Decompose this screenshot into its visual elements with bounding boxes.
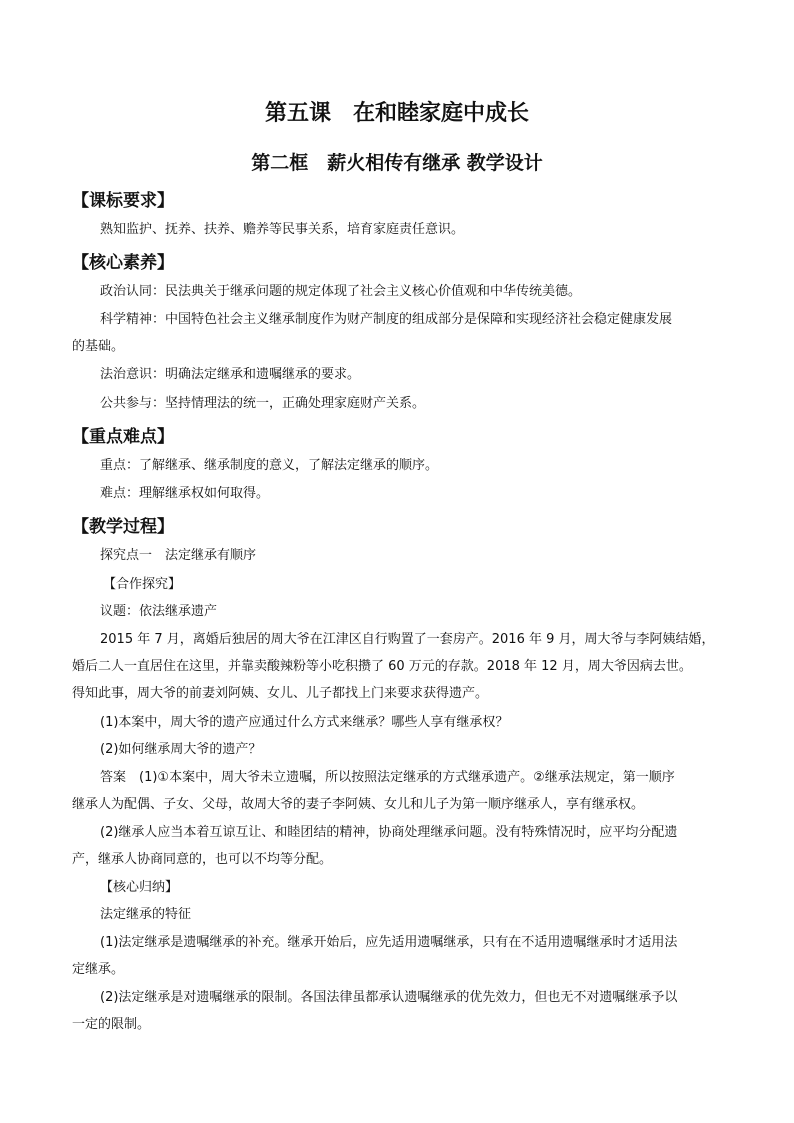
keypoints-line: 重点：了解继承、继承制度的意义，了解法定继承的顺序。	[100, 458, 439, 473]
process-line: (1)本案中，周大爷的遗产应通过什么方式来继承？哪些人享有继承权？	[100, 715, 509, 730]
process-line: 得知此事，周大爷的前妻刘阿姨、女儿、儿子都找上门来要求获得遗产。	[72, 686, 489, 701]
process-line: 议题：依法继承遗产	[100, 604, 218, 619]
process-line: (1)法定继承是遗嘱继承的补充。继承开始后，应先适用遗嘱继承，只有在不适用遗嘱继承时才适用法	[100, 935, 678, 950]
process-line: 一定的限制。	[72, 1017, 151, 1032]
literacy-line: 法治意识：明确法定继承和遗嘱继承的要求。	[100, 367, 361, 382]
lesson-title: 第五课 在和睦家庭中成长	[264, 101, 529, 126]
literacy-line: 的基础。	[72, 339, 125, 354]
process-line: 【核心归纳】	[100, 880, 179, 895]
process-line: 法定继承的特征	[100, 907, 192, 922]
literacy-line: 政治认同：民法典关于继承问题的规定体现了社会主义核心价值观和中华传统美德。	[100, 284, 582, 299]
process-line: 2015 年 7 月，离婚后独居的周大爷在江津区自行购置了一套房产。2016 年 9 月，周大爷与李阿姨结婚，	[100, 632, 715, 647]
literacy-line: 科学精神：中国特色社会主义继承制度作为财产制度的组成部分是保障和实现经济社会稳定健康发展	[100, 312, 673, 327]
process-line: 答案 (1)①本案中，周大爷未立遗嘱，所以按照法定继承的方式继承遗产。②继承法规定，第一顺序	[100, 770, 675, 785]
process-line: 婚后二人一直居住在这里，并靠卖酸辣粉等小吃积攒了 60 万元的存款。2018 年 12 月，周大爷因病去世。	[72, 659, 692, 674]
section-heading-keypoints: 【重点难点】	[72, 427, 174, 447]
process-line: 探究点一 法定继承有顺序	[100, 548, 257, 563]
process-line: (2)继承人应当本着互谅互让、和睦团结的精神，协商处理继承问题。没有特殊情况时，应平均分配遗	[100, 825, 678, 840]
process-line: 定继承。	[72, 962, 125, 977]
process-line: 继承人为配偶、子女、父母，故周大爷的妻子李阿姨、女儿和儿子为第一顺序继承人，享有继承权。	[72, 797, 645, 812]
process-line: 产，继承人协商同意的，也可以不均等分配。	[72, 852, 333, 867]
section-heading-standards: 【课标要求】	[72, 191, 174, 211]
keypoints-line: 难点：理解继承权如何取得。	[100, 486, 270, 501]
standards-line: 熟知监护、抚养、扶养、赡养等民事关系，培育家庭责任意识。	[100, 222, 465, 237]
process-line: 【合作探究】	[103, 577, 182, 592]
lesson-subtitle: 第二框 薪火相传有继承 教学设计	[251, 152, 543, 174]
process-line: (2)如何继承周大爷的遗产？	[100, 742, 262, 757]
section-heading-process: 【教学过程】	[72, 517, 174, 537]
literacy-line: 公共参与：坚持情理法的统一，正确处理家庭财产关系。	[100, 396, 426, 411]
section-heading-literacy: 【核心素养】	[72, 253, 174, 273]
process-line: (2)法定继承是对遗嘱继承的限制。各国法律虽都承认遗嘱继承的优先效力，但也无不对遗嘱继承予以	[100, 990, 678, 1005]
